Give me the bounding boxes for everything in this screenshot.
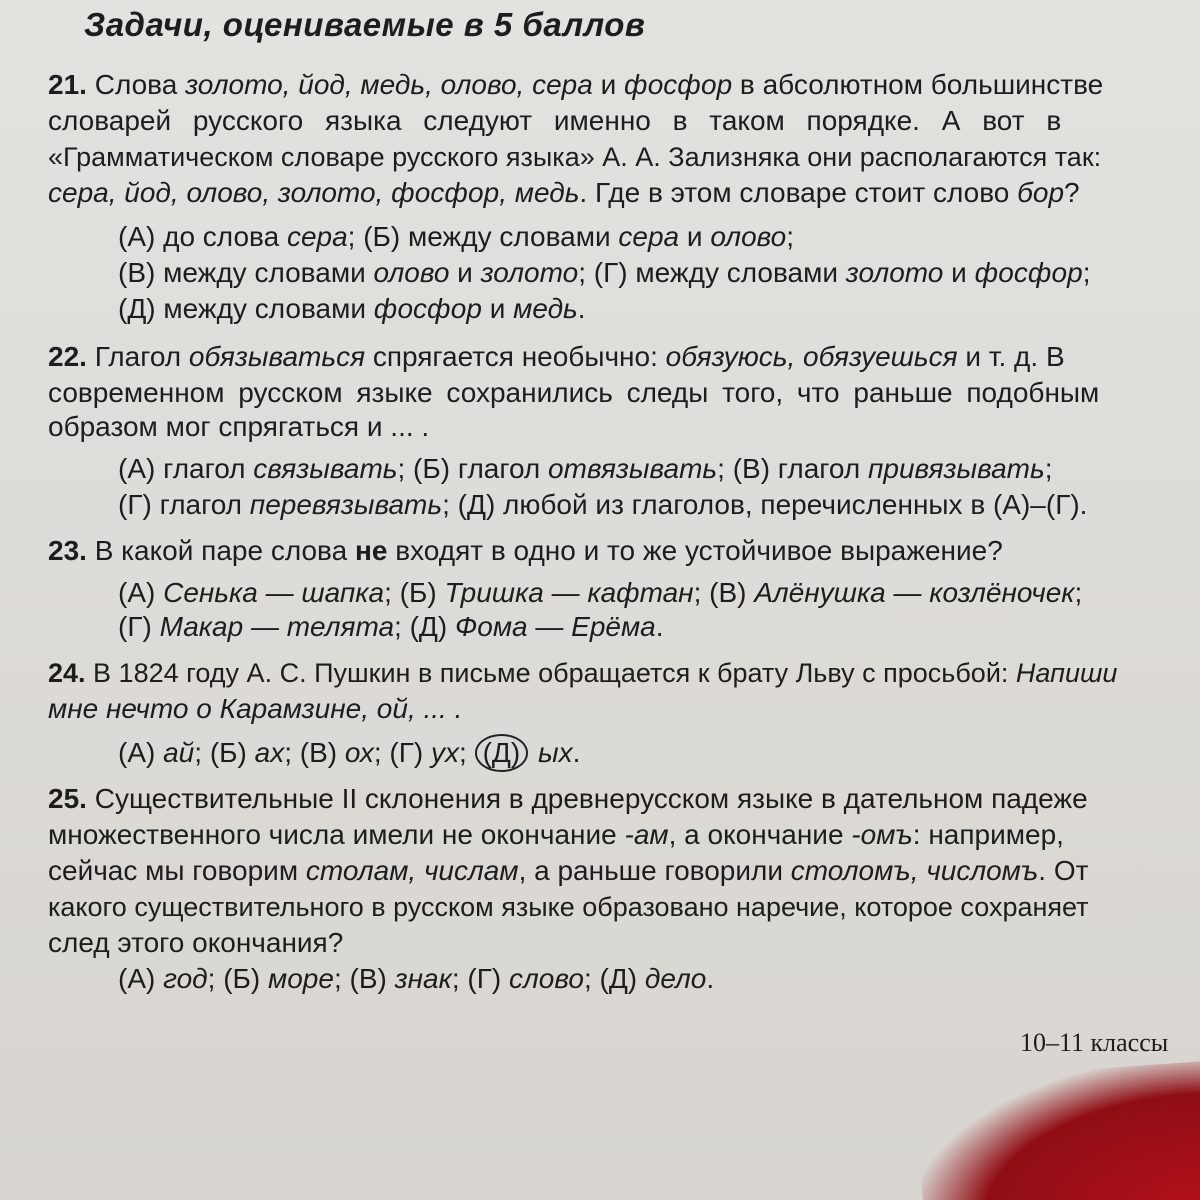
q25-line-1: 25. Существительные II склонения в древнерусском языке в дательном падеже — [48, 783, 1088, 814]
answer-circle-mark: (Д) — [475, 734, 529, 772]
q21-options-1: (А) до слова сера; (Б) между словами сера и олово; — [118, 221, 795, 252]
q21-line-2: словарей русского языка следуют именно в таком порядке. А вот в — [48, 105, 1062, 136]
q22-options-2: (Г) глагол перевязывать; (Д) любой из глаголов, перечисленных в (А)–(Г). — [118, 489, 1088, 520]
q21-line-4: сера, йод, олово, золото, фосфор, медь. Где в этом словаре стоит слово бор? — [48, 177, 1080, 208]
q22-line-2: современном русском языке сохранились следы того, что раньше подобным — [48, 377, 1100, 408]
red-background-edge — [914, 1059, 1200, 1200]
q25-line-4: какого существительного в русском языке образовано наречие, которое сохраняет — [48, 892, 1089, 922]
q24-line-2: мне нечто о Карамзине, ой, ... . — [48, 693, 463, 724]
page-title: Задачи, оцениваемые в 5 баллов — [84, 6, 646, 43]
q25-line-3: сейчас мы говорим столам, числам, а раньше говорили столомъ, числомъ. От — [48, 855, 1089, 886]
q25-line-5: след этого окончания? — [48, 927, 344, 958]
grade-label: 10–11 классы — [1020, 1028, 1169, 1057]
q23-options-2: (Г) Макар — телята; (Д) Фома — Ерёма. — [118, 611, 664, 642]
q22-line-1: 22. Глагол обязываться спрягается необычно: обязуюсь, обязуешься и т. д. В — [48, 341, 1065, 372]
q25-line-2: множественного числа имели не окончание -ам, а окончание -омъ: например, — [48, 819, 1064, 850]
q24-line-1: 24. В 1824 году А. С. Пушкин в письме обращается к брату Льву с просьбой: Напиши — [48, 658, 1118, 688]
q25-options-1: (А) год; (Б) море; (В) знак; (Г) слово; (Д) дело. — [118, 963, 715, 994]
q21-options-2: (В) между словами олово и золото; (Г) между словами золото и фосфор; — [118, 257, 1091, 288]
q24-options-1: (А) ай; (Б) ах; (В) ох; (Г) ух; (Д) ых. — [118, 734, 580, 772]
q22-options-1: (А) глагол связывать; (Б) глагол отвязывать; (В) глагол привязывать; — [118, 453, 1053, 484]
q21-line-1: 21. Слова золото, йод, медь, олово, сера и фосфор в абсолютном большинстве — [48, 69, 1104, 100]
q22-line-3: образом мог спрягаться и ... . — [48, 411, 430, 442]
q21-options-3: (Д) между словами фосфор и медь. — [118, 293, 586, 324]
q21-line-3: «Грамматическом словаре русского языка» А. А. Зализняка они располагаются так: — [48, 142, 1102, 172]
q23-options-1: (А) Сенька — шапка; (Б) Тришка — кафтан; (В) Алёнушка — козлёночек; — [118, 577, 1083, 608]
q23-line-1: 23. В какой паре слова не входят в одно и то же устойчивое выражение? — [48, 535, 1003, 566]
